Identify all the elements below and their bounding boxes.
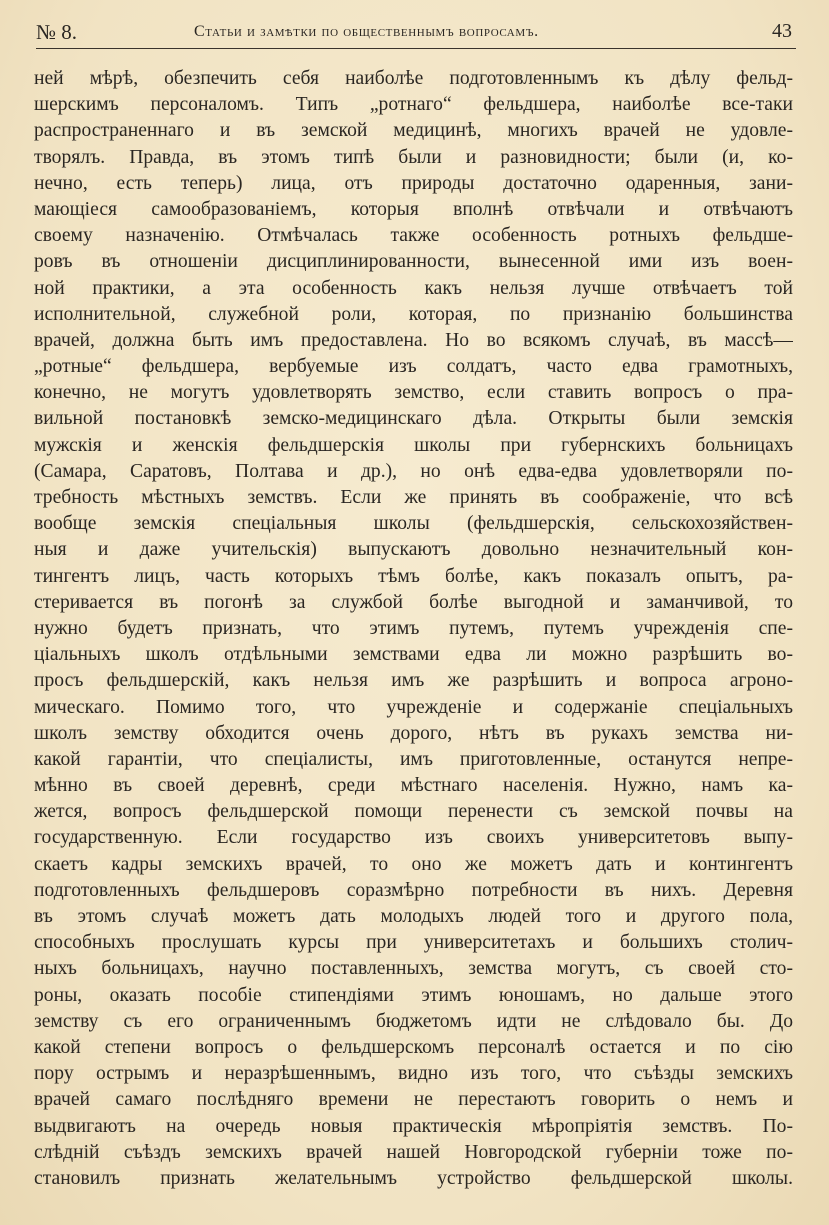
text-line: тингентъ лицъ, часть которыхъ тѣмъ болѣе, какъ показалъ опытъ, ра- (34, 565, 793, 587)
text-line: (Самара, Саратовъ, Полтава и др.), но онѣ едва-едва удовлетворяли по- (34, 460, 793, 482)
text-line: становилъ признать желательнымъ устройство фельдшерской школы. (34, 1167, 793, 1189)
text-line: мающіеся самообразованіемъ, которыя вполнѣ отвѣчали и отвѣчаютъ (34, 198, 793, 220)
text-line: нужно будетъ признать, что этимъ путемъ, путемъ учрежденія спе- (34, 617, 793, 639)
text-line: слѣдній съѣздъ земскихъ врачей нашей Новгородской губерніи тоже по- (34, 1141, 793, 1163)
text-line: выдвигаютъ на очередь новыя практическія мѣропріятія земствъ. По- (34, 1115, 793, 1137)
text-line: въ этомъ случаѣ можетъ дать молодыхъ людей того и другого пола, (34, 906, 793, 927)
text-line: какой гарантіи, что спеціалисты, имъ приготовленные, останутся непре- (34, 748, 793, 770)
text-line: творялъ. Правда, въ этомъ типѣ были и разновидности; были (и, ко- (34, 146, 793, 168)
text-line: своему назначенію. Отмѣчалась также особенность ротныхъ фельдше- (34, 225, 793, 247)
text-line: ціальныхъ школъ отдѣльными земствами едва ли можно разрѣшить во- (34, 644, 793, 666)
page-number: 43 (772, 20, 792, 42)
text-line: ныя и даже учительскія) выпускаютъ довольно незначительный кон- (34, 539, 793, 561)
text-line: школъ земству обходится очень дорого, нѣтъ въ рукахъ земства ни- (34, 722, 793, 744)
text-line: мическаго. Помимо того, что учрежденіе и содержаніе спеціальныхъ (34, 696, 793, 718)
text-line: мѣнно въ своей деревнѣ, среди мѣстнаго населенія. Нужно, намъ ка- (34, 775, 793, 797)
text-line: какой степени вопросъ о фельдшерскомъ персоналѣ остается и по сію (34, 1036, 793, 1058)
text-line: вильной постановкѣ земско-медицинскаго дѣла. Открыты были земскія (34, 408, 793, 430)
text-line: вообще земскія спеціальныя школы (фельдшерскія, сельскохозяйствен- (34, 513, 793, 535)
text-line: роны, оказать пособіе стипендіями этимъ юношамъ, но дальше этого (34, 984, 793, 1006)
text-line: стеривается въ погонѣ за службой болѣе выгодной и заманчивой, то (34, 591, 793, 613)
text-line: ровъ въ отношеніи дисциплинированности, вынесенной ими изъ воен- (34, 251, 793, 273)
text-line: подготовленныхъ фельдшеровъ соразмѣрно потребности въ нихъ. Деревня (34, 879, 793, 901)
article-body (34, 66, 793, 1192)
text-line: нечно, есть теперь) лица, отъ природы достаточно одаренныя, зани- (34, 172, 793, 194)
text-line: ней мѣрѣ, обезпечить себя наиболѣе подготовленнымъ къ дѣлу фельд- (34, 68, 793, 89)
text-line: государственную. Если государство изъ своихъ университетовъ выпу- (34, 827, 793, 849)
text-line: конечно, не могутъ удовлетворять земство, если ставить вопросъ о пра- (34, 382, 793, 404)
text-line: мужскія и женскія фельдшерскія школы при губернскихъ больницахъ (34, 434, 793, 456)
text-line: врачей, должна быть имъ предоставлена. Но во всякомъ случаѣ, въ массѣ— (34, 329, 793, 351)
text-line: врачей самаго послѣдняго времени не перестаютъ говорить о немъ и (34, 1089, 793, 1111)
text-line: шерскимъ персоналомъ. Типъ „ротнаго“ фельдшера, наиболѣе все-таки (34, 94, 793, 116)
text-line: требность мѣстныхъ земствъ. Если же принять въ соображеніе, что всѣ (34, 487, 793, 508)
text-line: ной практики, а эта особенность какъ нельзя лучше отвѣчаетъ той (34, 277, 793, 299)
text-line: просъ фельдшерскій, какъ нельзя имъ же разрѣшить и вопроса агроно- (34, 670, 793, 692)
issue-number: № 8. (36, 20, 78, 44)
text-line: земству съ его ограниченнымъ бюджетомъ идти не слѣдовало бы. До (34, 1010, 793, 1032)
text-line: „ротные“ фельдшера, вербуемые изъ солдатъ, часто едва грамотныхъ, (34, 356, 793, 378)
text-line: пору острымъ и неразрѣшеннымъ, видно изъ того, что съѣзды земскихъ (34, 1063, 793, 1085)
text-line: распространеннаго и въ земской медицинѣ, многихъ врачей не удовле- (34, 120, 793, 142)
text-line: ныхъ больницахъ, научно поставленныхъ, земства могутъ, съ своей сто- (34, 958, 793, 980)
running-header (36, 18, 796, 49)
text-line: жется, вопросъ фельдшерской помощи перенести съ земской почвы на (34, 801, 793, 823)
text-line: исполнительной, служебной роли, которая, по признанію большинства (34, 303, 793, 325)
running-title: Статьи и замѣтки по общественнымъ вопросамъ. (194, 23, 539, 40)
text-line: способныхъ прослушать курсы при университетахъ и большихъ столич- (34, 932, 793, 954)
text-line: скаетъ кадры земскихъ врачей, то оно же можетъ дать и контингентъ (34, 853, 793, 875)
